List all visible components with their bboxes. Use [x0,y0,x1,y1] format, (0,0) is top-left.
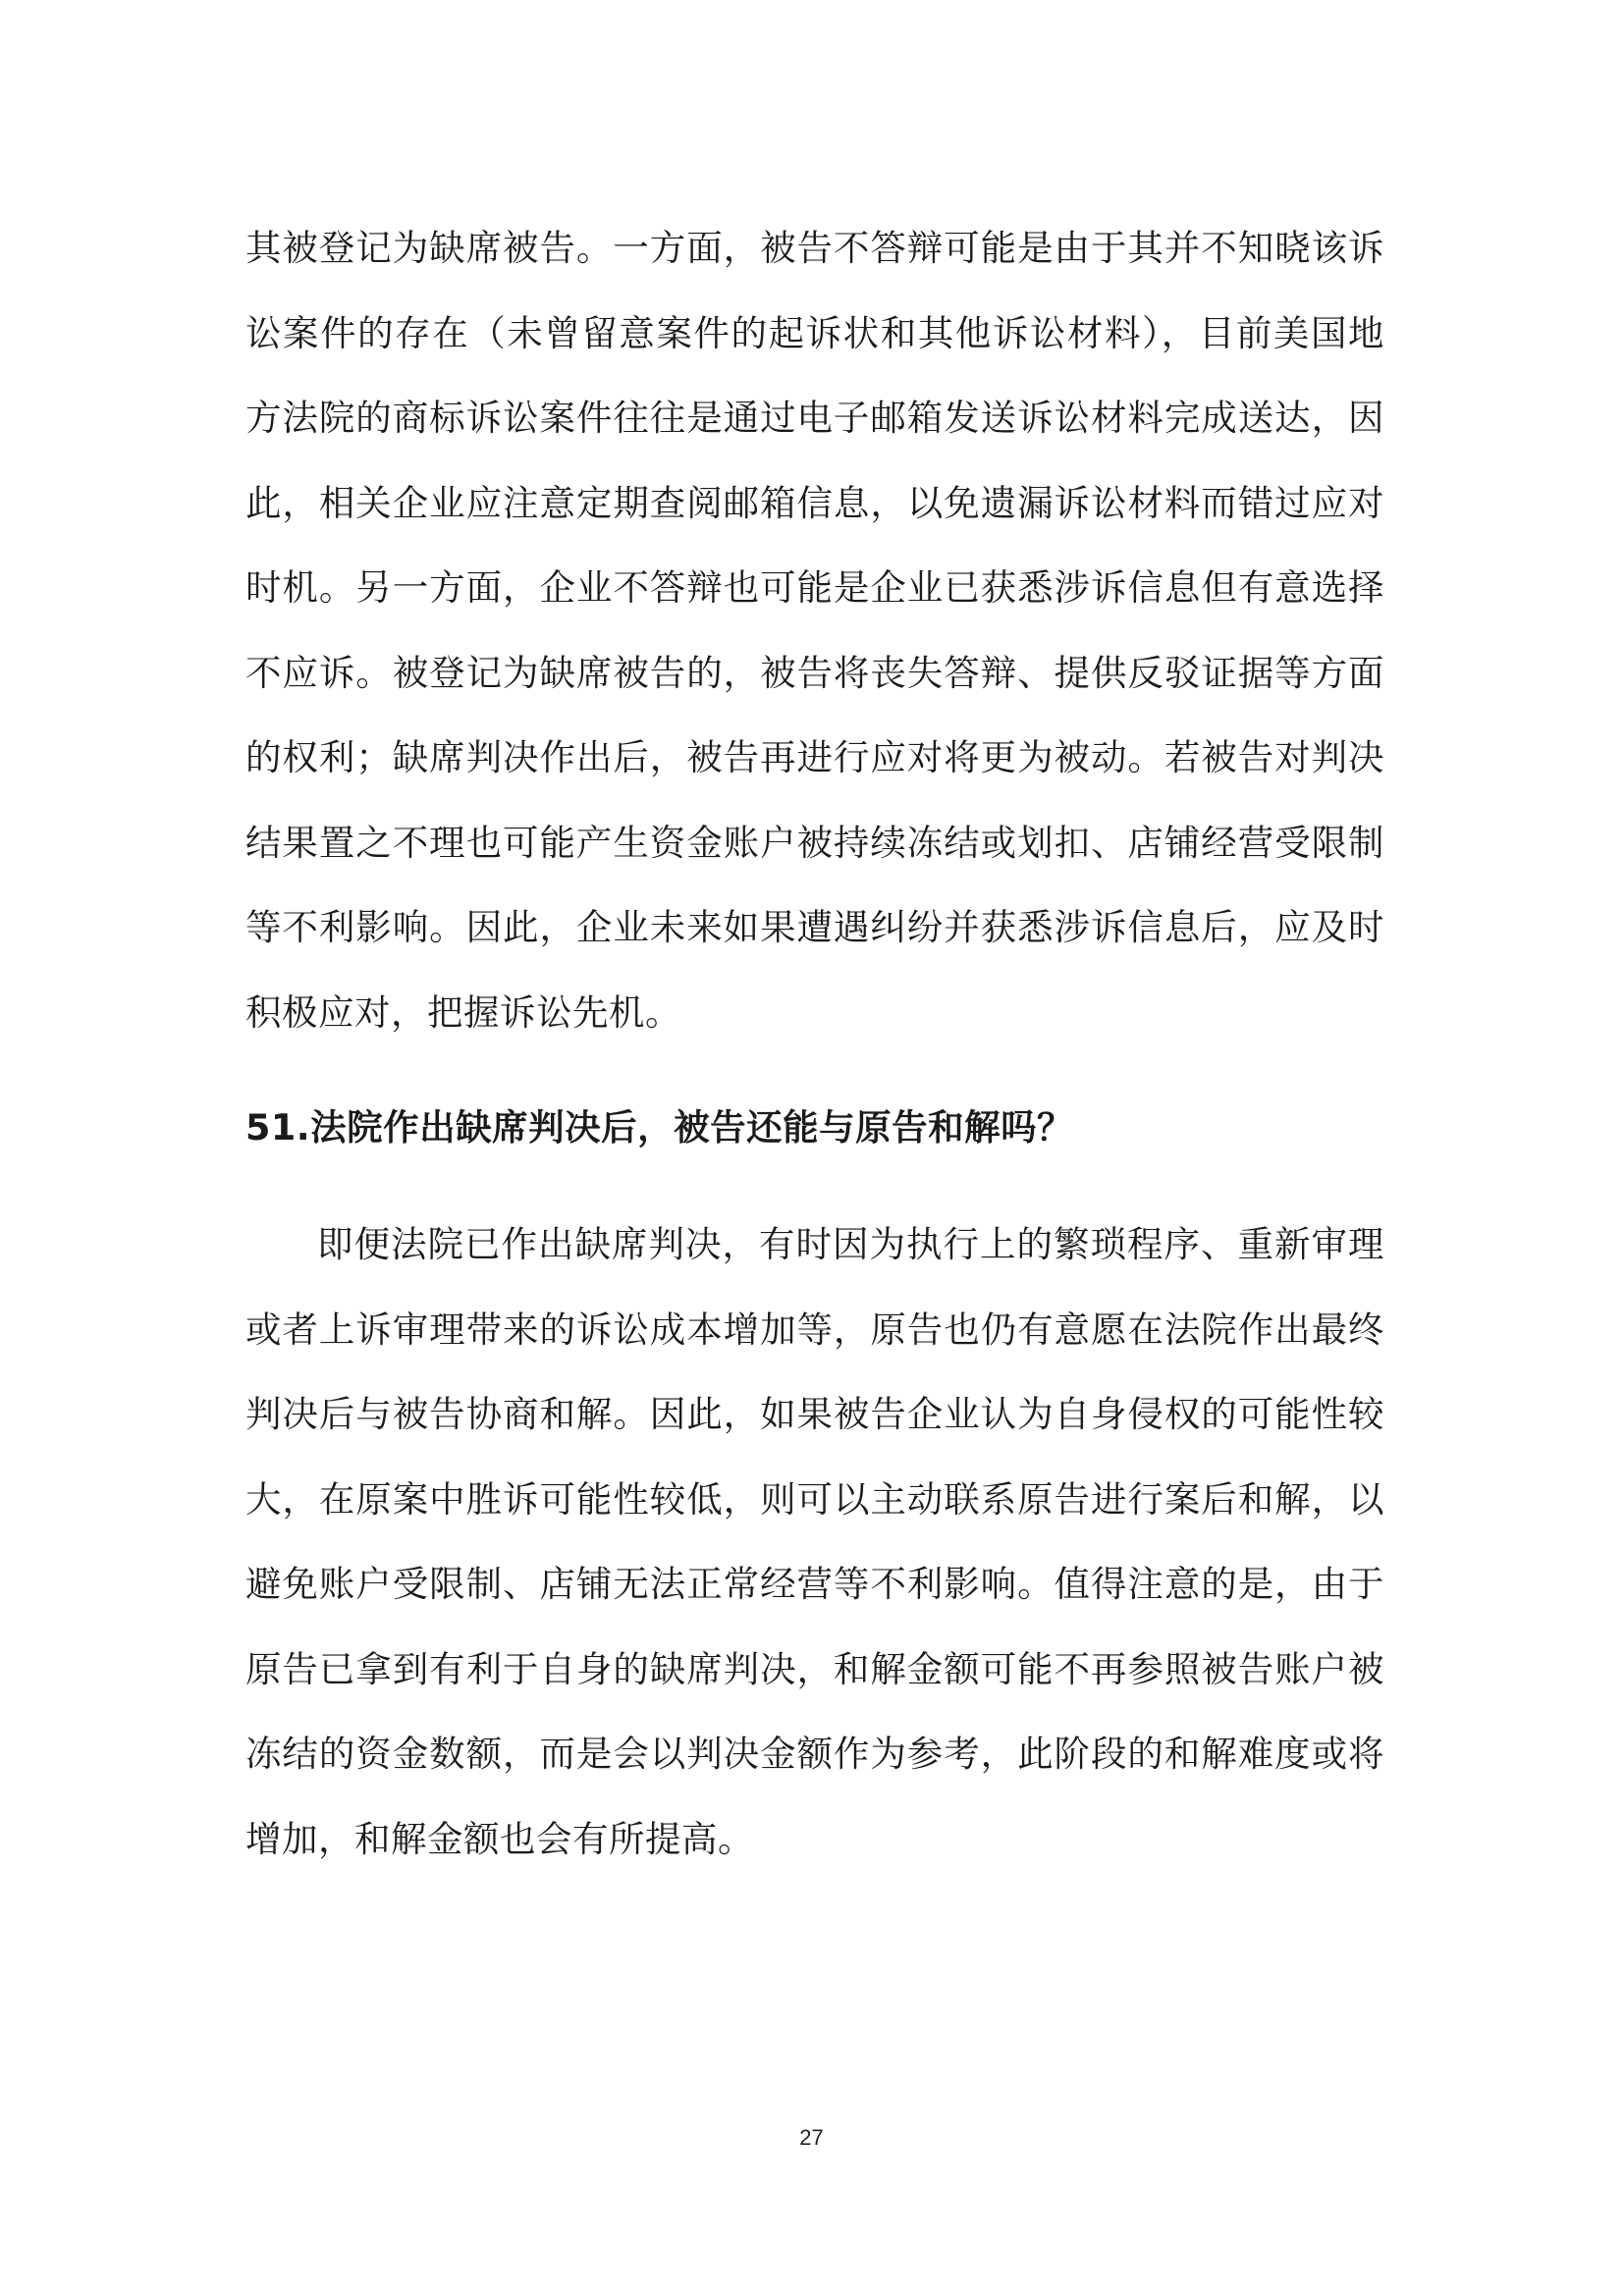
page-number: 27 [799,2125,824,2150]
answer-paragraph: 即便法院已作出缺席判决，有时因为执行上的繁琐程序、重新审理或者上诉审理带来的诉讼成本增加等，原告也仍有意愿在法院作出最终判决后与被告协商和解。因此，如果被告企业认为自身侵权的可能性较大，在原案中胜诉可能性较低，则可以主动联系原告进行案后和解，以避免账户受限制、店铺无法正常经营等不利影响。值得注意的是，由于原告已拿到有利于自身的缺席判决，和解金额可能不再参照被告账户被冻结的资金数额，而是会以判决金额作为参考，此阶段的和解难度或将增加，和解金额也会有所提高。 [245,1223,1384,1860]
page-content [245,206,1384,1882]
continued-paragraph: 其被登记为缺席被告。一方面，被告不答辩可能是由于其并不知晓该诉讼案件的存在（未曾留意案件的起诉状和其他诉讼材料），目前美国地方法院的商标诉讼案件往往是通过电子邮箱发送诉讼材料完成送达，因此，相关企业应注意定期查阅邮箱信息，以免遗漏诉讼材料而错过应对时机。另一方面，企业不答辩也可能是企业已获悉涉诉信息但有意选择不应诉。被登记为缺席被告的，被告将丧失答辩、提供反驳证据等方面的权利；缺席判决作出后，被告再进行应对将更为被动。若被告对判决结果置之不理也可能产生资金账户被持续冻结或划扣、店铺经营受限制等不利影响。因此，企业未来如果遭遇纠纷并获悉涉诉信息后，应及时积极应对，把握诉讼先机。 [245,227,1384,1034]
section-heading-51: 51.法院作出缺席判决后，被告还能与原告和解吗？ [245,1106,1074,1148]
